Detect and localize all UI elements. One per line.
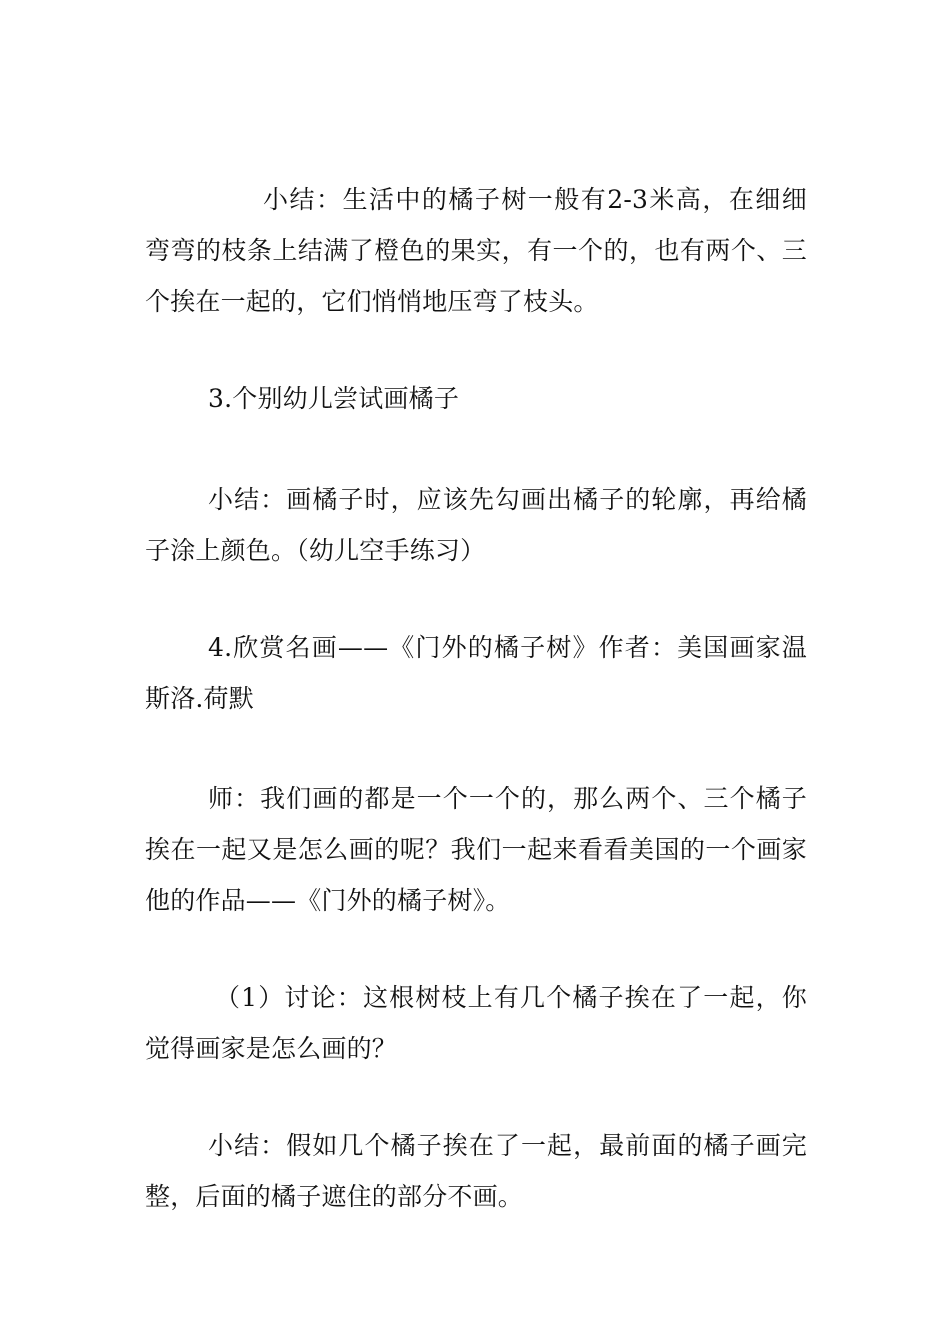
summary-overlap-paragraph: 小结：假如几个橘子挨在了一起，最前面的橘子画完整，后面的橘子遮住的部分不画。 [145, 1131, 807, 1211]
teacher-prompt-paragraph: 师：我们画的都是一个一个的，那么两个、三个橘子挨在一起又是怎么画的呢？我们一起来看看美国的一个画家他的作品——《门外的橘子树》。 [145, 784, 807, 915]
discussion-question-paragraph: （1）讨论：这根树枝上有几个橘子挨在了一起，你觉得画家是怎么画的？ [145, 983, 807, 1063]
step-3-heading: 3.个别幼儿尝试画橘子 [208, 384, 460, 413]
step-4-heading: 4.欣赏名画——《门外的橘子树》作者：美国画家温斯洛.荷默 [145, 633, 807, 713]
summary-orange-tree-paragraph: 小结：生活中的橘子树一般有2-3米高，在细细弯弯的枝条上结满了橙色的果实，有一个的，也有两个、三个挨在一起的，它们悄悄地压弯了枝头。 [145, 185, 807, 316]
summary-drawing-paragraph: 小结：画橘子时，应该先勾画出橘子的轮廓，再给橘子涂上颜色。（幼儿空手练习） [145, 485, 807, 565]
